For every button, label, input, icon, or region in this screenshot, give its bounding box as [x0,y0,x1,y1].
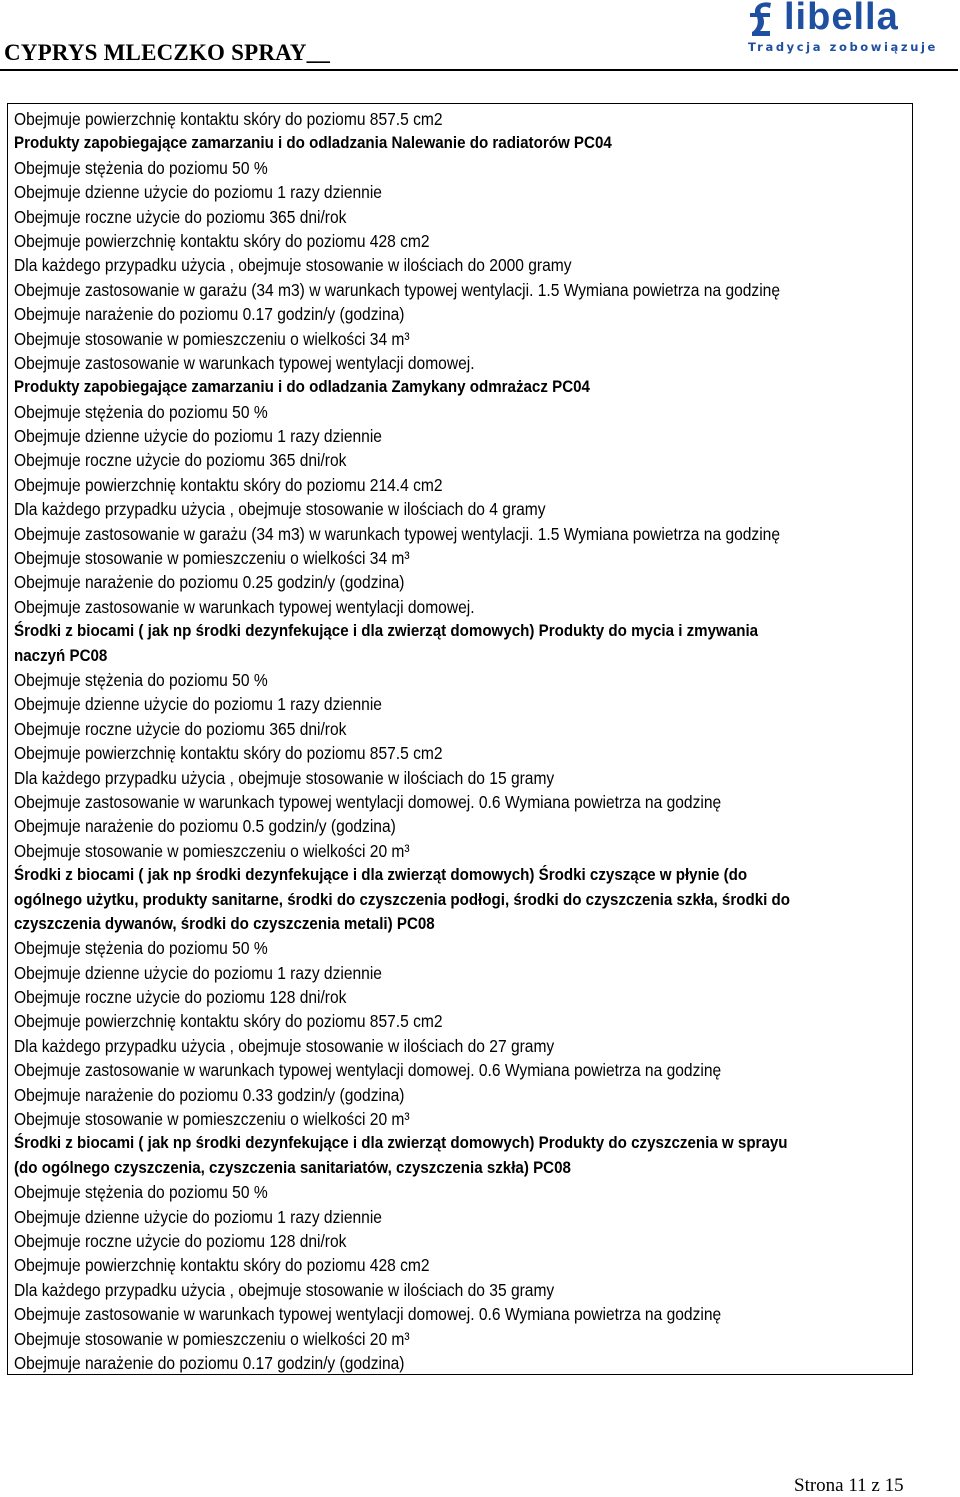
text-line: Obejmuje zastosowanie w garażu (34 m3) w warunkach typowej wentylacji. 1.5 Wymiana powietrza na godzinę [14,279,780,300]
text-line: Obejmuje roczne użycie do poziomu 128 dni/rok [14,1230,347,1251]
text-line: Obejmuje dzienne użycie do poziomu 1 razy dziennie [14,182,382,203]
section-heading: (do ogólnego czyszczenia, czyszczenia sanitariatów, czyszczenia szkła) PC08 [14,1157,571,1177]
section-heading: Środki z biocami ( jak np środki dezynfekujące i dla zwierząt domowych) Produkty do czyszczenia w sprayu [14,1133,788,1153]
document-title: CYPRYS MLECZKO SPRAY__ [4,40,331,65]
page-header [0,0,960,72]
text-line: Obejmuje powierzchnię kontaktu skóry do poziomu 428 cm2 [14,230,430,251]
section-heading: ogólnego użytku, produkty sanitarne, środki do czyszczenia podłogi, środki do czyszczenia szkła, środki do [14,889,790,909]
text-line: Obejmuje roczne użycie do poziomu 365 dni/rok [14,450,347,471]
text-line: Obejmuje zastosowanie w warunkach typowej wentylacji domowej. [14,596,475,617]
logo-tagline: Tradycja zobowiązuje [748,40,938,54]
section-heading: naczyń PC08 [14,645,108,665]
text-line: Dla każdego przypadku użycia , obejmuje stosowanie w ilościach do 27 gramy [14,1035,555,1056]
text-line: Obejmuje dzienne użycie do poziomu 1 razy dziennie [14,1206,382,1227]
libella-logo-mark-icon [744,2,782,42]
text-line: Obejmuje zastosowanie w warunkach typowej wentylacji domowej. 0.6 Wymiana powietrza na godzinę [14,1060,722,1081]
text-line: Obejmuje zastosowanie w garażu (34 m3) w warunkach typowej wentylacji. 1.5 Wymiana powietrza na godzinę [14,523,780,544]
text-line: Obejmuje stężenia do poziomu 50 % [14,401,268,422]
text-line: Obejmuje roczne użycie do poziomu 365 dni/rok [14,718,347,739]
section-heading: czyszczenia dywanów, środki do czyszczenia metali) PC08 [14,913,435,933]
text-line: Obejmuje stężenia do poziomu 50 % [14,669,268,690]
text-line: Obejmuje zastosowanie w warunkach typowej wentylacji domowej. 0.6 Wymiana powietrza na godzinę [14,1304,722,1325]
text-line: Obejmuje stężenia do poziomu 50 % [14,1182,268,1203]
section-heading: Środki z biocami ( jak np środki dezynfekujące i dla zwierząt domowych) Produkty do mycia i zmywania [14,621,759,641]
text-line: Obejmuje narażenie do poziomu 0.17 godzin/y (godzina) [14,1352,405,1373]
text-line: Obejmuje narażenie do poziomu 0.17 godzin/y (godzina) [14,304,405,325]
section-heading: Produkty zapobiegające zamarzaniu i do odladzania Nalewanie do radiatorów PC04 [14,133,612,153]
text-line: Obejmuje zastosowanie w warunkach typowej wentylacji domowej. 0.6 Wymiana powietrza na godzinę [14,791,722,812]
text-line: Obejmuje dzienne użycie do poziomu 1 razy dziennie [14,426,382,447]
content-lines [14,107,906,1375]
text-line: Obejmuje powierzchnię kontaktu skóry do poziomu 214.4 cm2 [14,474,443,495]
text-line: Obejmuje zastosowanie w warunkach typowej wentylacji domowej. [14,352,475,373]
text-line: Obejmuje powierzchnię kontaktu skóry do poziomu 857.5 cm2 [14,109,443,129]
text-line: Obejmuje stosowanie w pomieszczeniu o wielkości 34 m³ [14,328,410,349]
text-line: Obejmuje roczne użycie do poziomu 365 dni/rok [14,206,347,227]
text-line: Obejmuje powierzchnię kontaktu skóry do poziomu 428 cm2 [14,1255,430,1276]
text-line: Obejmuje stosowanie w pomieszczeniu o wielkości 20 m³ [14,840,410,861]
text-line: Obejmuje stosowanie w pomieszczeniu o wielkości 20 m³ [14,1328,410,1349]
text-line: Obejmuje stężenia do poziomu 50 % [14,938,268,959]
text-line: Obejmuje roczne użycie do poziomu 128 dni/rok [14,987,347,1008]
section-heading: Środki z biocami ( jak np środki dezynfekujące i dla zwierząt domowych) Środki czyszące w płynie (do [14,865,748,885]
text-line: Obejmuje narażenie do poziomu 0.33 godzin/y (godzina) [14,1084,405,1105]
text-line: Dla każdego przypadku użycia , obejmuje stosowanie w ilościach do 2000 gramy [14,255,572,276]
text-line: Dla każdego przypadku użycia , obejmuje stosowanie w ilościach do 15 gramy [14,767,555,788]
page-number: Strona 11 z 15 [794,1475,904,1496]
text-line: Obejmuje stosowanie w pomieszczeniu o wielkości 34 m³ [14,548,410,569]
text-line: Obejmuje powierzchnię kontaktu skóry do poziomu 857.5 cm2 [14,743,443,764]
text-line: Obejmuje powierzchnię kontaktu skóry do poziomu 857.5 cm2 [14,1011,443,1032]
text-line: Obejmuje stężenia do poziomu 50 % [14,157,268,178]
text-line: Obejmuje dzienne użycie do poziomu 1 razy dziennie [14,694,382,715]
text-line: Obejmuje narażenie do poziomu 0.25 godzin/y (godzina) [14,572,405,593]
text-line: Obejmuje narażenie do poziomu 0.5 godzin/y (godzina) [14,816,396,837]
text-line: Obejmuje dzienne użycie do poziomu 1 razy dziennie [14,962,382,983]
content-box [7,103,913,1375]
header-rule [0,69,958,71]
text-line: Dla każdego przypadku użycia , obejmuje stosowanie w ilościach do 35 gramy [14,1279,555,1300]
section-heading: Produkty zapobiegające zamarzaniu i do odladzania Zamykany odmrażacz PC04 [14,377,590,397]
libella-logo [744,2,956,60]
logo-name: libella [784,0,899,38]
text-line: Obejmuje stosowanie w pomieszczeniu o wielkości 20 m³ [14,1109,410,1130]
text-line: Dla każdego przypadku użycia , obejmuje stosowanie w ilościach do 4 gramy [14,499,546,520]
